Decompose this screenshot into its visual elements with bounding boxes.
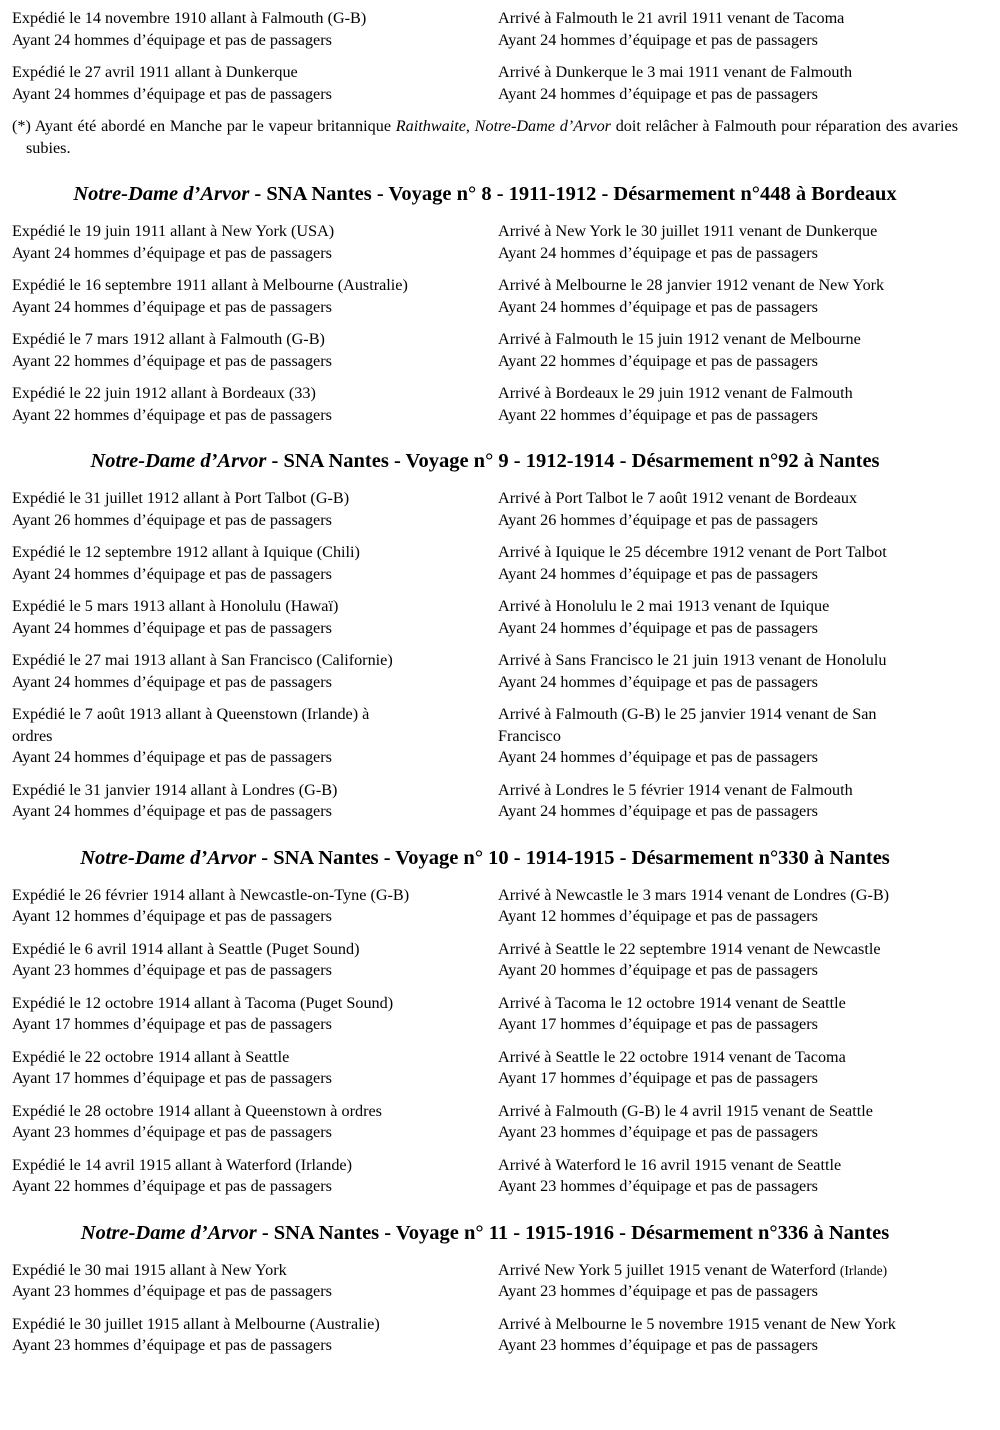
departure-record — [12, 1260, 482, 1303]
voyage-entry — [12, 488, 958, 531]
arrival-text: Arrivé à Bordeaux le 29 juin 1912 venant de Falmouth — [498, 384, 853, 402]
voyage-entry — [12, 62, 958, 105]
crew-text: Ayant 24 hommes d’équipage et pas de passagers — [498, 30, 818, 49]
arrival-record — [498, 542, 958, 585]
voyage-entry — [12, 1047, 958, 1090]
crew-text: Ayant 24 hommes d’équipage et pas de passagers — [12, 618, 332, 637]
crew-text: Ayant 23 hommes d’équipage et pas de passagers — [498, 1177, 818, 1195]
footnote-suffix: doit relâcher à Falmouth pour réparation des avaries subies. — [26, 117, 958, 157]
voyage-entry — [12, 596, 958, 639]
arrival-text: Arrivé à Melbourne le 5 novembre 1915 venant de New York — [498, 1314, 896, 1333]
arrival-text: Arrivé à Iquique le 25 décembre 1912 venant de Port Talbot — [498, 543, 887, 561]
arrival-record — [498, 221, 958, 264]
arrival-record — [498, 885, 958, 928]
arrival-record — [498, 1155, 958, 1198]
voyage-heading — [12, 845, 958, 871]
arrival-record — [498, 383, 958, 426]
departure-text: Expédié le 31 juillet 1912 allant à Port Talbot (G-B) — [12, 489, 350, 507]
departure-record — [12, 383, 482, 426]
arrival-text: Arrivé à Melbourne le 28 janvier 1912 venant de New York — [498, 276, 885, 294]
crew-text: Ayant 23 hommes d’équipage et pas de passagers — [12, 1123, 332, 1141]
departure-text: Expédié le 12 octobre 1914 allant à Tacoma (Puget Sound) — [12, 993, 394, 1012]
arrival-country: (Irlande) — [839, 1262, 888, 1278]
departure-record — [12, 650, 482, 693]
ship-name: Notre-Dame d’Arvor — [80, 1221, 257, 1244]
arrival-text: Arrivé à New York le 30 juillet 1911 venant de Dunkerque — [498, 222, 878, 240]
voyage-entry — [12, 885, 958, 928]
departure-record — [12, 885, 482, 928]
voyage-entry — [12, 1260, 958, 1303]
arrival-record — [498, 329, 958, 372]
departure-record — [12, 704, 482, 769]
voyage-entry — [12, 993, 958, 1036]
departure-record — [12, 542, 482, 585]
arrival-record — [498, 1314, 958, 1357]
arrival-text: Arrivé à Honolulu le 2 mai 1913 venant de Iquique — [498, 597, 830, 615]
voyage-title: - SNA Nantes - Voyage n° 9 - 1912-1914 - Désarmement n°92 à Nantes — [266, 450, 880, 472]
crew-text: Ayant 24 hommes d’équipage et pas de passagers — [498, 618, 818, 637]
crew-text: Ayant 22 hommes d’équipage et pas de passagers — [498, 405, 818, 424]
crew-text: Ayant 23 hommes d’équipage et pas de passagers — [12, 1336, 332, 1354]
crew-text: Ayant 22 hommes d’équipage et pas de passagers — [12, 405, 332, 424]
arrival-text-continued: Francisco — [498, 726, 561, 745]
departure-record — [12, 62, 482, 105]
departure-text: Expédié le 30 mai 1915 allant à New York — [12, 1260, 287, 1279]
voyage-entry — [12, 939, 958, 982]
departure-text: Expédié le 27 mai 1913 allant à San Francisco (Californie) — [12, 651, 393, 669]
intro-section — [12, 8, 958, 159]
crew-text: Ayant 24 hommes d’équipage et pas de passagers — [12, 30, 332, 49]
departure-text: Expédié le 16 septembre 1911 allant à Melbourne (Australie) — [12, 276, 408, 294]
footnote — [12, 116, 958, 159]
crew-text: Ayant 24 hommes d’équipage et pas de passagers — [12, 564, 332, 583]
voyage-entry — [12, 275, 958, 318]
departure-record — [12, 993, 482, 1036]
voyage-entry — [12, 1155, 958, 1198]
departure-text: Expédié le 12 septembre 1912 allant à Iquique (Chili) — [12, 543, 360, 561]
arrival-text: Arrivé à Port Talbot le 7 août 1912 venant de Bordeaux — [498, 489, 858, 507]
arrival-text: Arrivé à Falmouth le 21 avril 1911 venant de Tacoma — [498, 9, 845, 27]
voyage-heading — [12, 181, 958, 207]
arrival-text: Arrivé à Sans Francisco le 21 juin 1913 venant de Honolulu — [498, 651, 887, 669]
crew-text: Ayant 12 hommes d’équipage et pas de passagers — [498, 907, 818, 925]
departure-record — [12, 275, 482, 318]
voyage-title: - SNA Nantes - Voyage n° 11 - 1915-1916 - Désarmement n°336 à Nantes — [256, 1221, 890, 1244]
departure-text: Expédié le 6 avril 1914 allant à Seattle (Puget Sound) — [12, 939, 360, 958]
crew-text: Ayant 24 hommes d’équipage et pas de passagers — [498, 564, 818, 583]
arrival-record — [498, 596, 958, 639]
departure-text: Expédié le 31 janvier 1914 allant à Londres (G-B) — [12, 780, 338, 799]
arrival-record — [498, 1260, 958, 1303]
crew-text: Ayant 26 hommes d’équipage et pas de passagers — [12, 510, 332, 529]
arrival-text: Arrivé à Newcastle le 3 mars 1914 venant de Londres (G-B) — [498, 885, 890, 904]
crew-text: Ayant 23 hommes d’équipage et pas de passagers — [12, 1282, 332, 1300]
ship-name: Notre-Dame d’Arvor — [73, 183, 250, 205]
crew-text: Ayant 24 hommes d’équipage et pas de passagers — [12, 748, 332, 766]
departure-text: Expédié le 26 février 1914 allant à Newcastle-on-Tyne (G-B) — [12, 885, 410, 904]
voyage-entry — [12, 329, 958, 372]
departure-text: Expédié le 14 novembre 1910 allant à Falmouth (G-B) — [12, 9, 367, 27]
crew-text: Ayant 24 hommes d’équipage et pas de passagers — [12, 84, 332, 103]
crew-text: Ayant 17 hommes d’équipage et pas de passagers — [12, 1015, 332, 1033]
arrival-record — [498, 275, 958, 318]
arrival-record — [498, 704, 958, 769]
voyage-title: - SNA Nantes - Voyage n° 10 - 1914-1915 - Désarmement n°330 à Nantes — [256, 846, 890, 869]
departure-record — [12, 221, 482, 264]
arrival-record — [498, 62, 958, 105]
arrival-record — [498, 8, 958, 51]
arrival-text: Arrivé New York 5 juillet 1915 venant de Waterford — [498, 1260, 840, 1279]
arrival-text: Arrivé à Seattle le 22 septembre 1914 venant de Newcastle — [498, 939, 881, 958]
footnote-vessel: Raithwaite — [395, 117, 466, 135]
departure-record — [12, 1314, 482, 1357]
crew-text: Ayant 24 hommes d’équipage et pas de passagers — [498, 84, 818, 103]
arrival-text: Arrivé à Dunkerque le 3 mai 1911 venant de Falmouth — [498, 63, 853, 81]
crew-text: Ayant 26 hommes d’équipage et pas de passagers — [498, 510, 818, 529]
voyage-entry — [12, 383, 958, 426]
crew-text: Ayant 23 hommes d’équipage et pas de passagers — [498, 1282, 818, 1300]
crew-text: Ayant 22 hommes d’équipage et pas de passagers — [12, 1177, 332, 1195]
departure-record — [12, 596, 482, 639]
voyage-section — [12, 845, 958, 1198]
ship-name: Notre-Dame d’Arvor — [80, 846, 257, 869]
crew-text: Ayant 24 hommes d’équipage et pas de passagers — [498, 802, 818, 820]
voyage-entry — [12, 1314, 958, 1357]
departure-text: Expédié le 7 août 1913 allant à Queenstown (Irlande) à — [12, 705, 370, 723]
voyage-entry — [12, 1101, 958, 1144]
footnote-ship: Notre-Dame d’Arvor — [474, 117, 611, 135]
crew-text: Ayant 23 hommes d’équipage et pas de passagers — [498, 1336, 818, 1354]
crew-text: Ayant 24 hommes d’équipage et pas de passagers — [498, 672, 818, 691]
voyage-entry — [12, 780, 958, 823]
departure-record — [12, 329, 482, 372]
crew-text: Ayant 24 hommes d’équipage et pas de passagers — [12, 297, 332, 316]
arrival-text: Arrivé à Waterford le 16 avril 1915 venant de Seattle — [498, 1155, 842, 1174]
voyage-heading — [12, 448, 958, 474]
arrival-line — [498, 1260, 958, 1282]
arrival-record — [498, 650, 958, 693]
voyage-entry — [12, 650, 958, 693]
departure-text: Expédié le 22 octobre 1914 allant à Seattle — [12, 1047, 290, 1066]
crew-text: Ayant 12 hommes d’équipage et pas de passagers — [12, 907, 332, 925]
voyage-heading — [12, 1220, 958, 1246]
crew-text: Ayant 22 hommes d’équipage et pas de passagers — [498, 351, 818, 370]
arrival-record — [498, 993, 958, 1036]
document-page — [12, 8, 958, 1368]
crew-text: Ayant 23 hommes d’équipage et pas de passagers — [498, 1123, 818, 1141]
crew-text: Ayant 17 hommes d’équipage et pas de passagers — [498, 1069, 818, 1087]
departure-text-continued: ordres — [12, 726, 53, 745]
crew-text: Ayant 24 hommes d’équipage et pas de passagers — [12, 243, 332, 262]
arrival-text: Arrivé à Falmouth le 15 juin 1912 venant de Melbourne — [498, 330, 861, 348]
departure-text: Expédié le 5 mars 1913 allant à Honolulu (Hawaï) — [12, 597, 339, 615]
voyage-section — [12, 448, 958, 823]
crew-text: Ayant 24 hommes d’équipage et pas de passagers — [12, 802, 332, 820]
voyage-entry — [12, 8, 958, 51]
voyage-section — [12, 181, 958, 426]
voyage-entry — [12, 221, 958, 264]
footnote-comma: , — [465, 117, 475, 135]
crew-text: Ayant 23 hommes d’équipage et pas de passagers — [12, 961, 332, 979]
crew-text: Ayant 20 hommes d’équipage et pas de passagers — [498, 961, 818, 979]
crew-text: Ayant 17 hommes d’équipage et pas de passagers — [498, 1015, 818, 1033]
departure-text: Expédié le 28 octobre 1914 allant à Queenstown à ordres — [12, 1101, 382, 1120]
arrival-text: Arrivé à Falmouth (G-B) le 25 janvier 1914 venant de San — [498, 705, 877, 723]
arrival-record — [498, 939, 958, 982]
voyage-entry — [12, 704, 958, 769]
arrival-text: Arrivé à Seattle le 22 octobre 1914 venant de Tacoma — [498, 1047, 846, 1066]
departure-text: Expédié le 14 avril 1915 allant à Waterford (Irlande) — [12, 1155, 352, 1174]
arrival-record — [498, 1101, 958, 1144]
departure-text: Expédié le 19 juin 1911 allant à New York (USA) — [12, 222, 335, 240]
arrival-text: Arrivé à Tacoma le 12 octobre 1914 venant de Seattle — [498, 993, 846, 1012]
departure-record — [12, 780, 482, 823]
departure-text: Expédié le 7 mars 1912 allant à Falmouth (G-B) — [12, 330, 325, 348]
arrival-record — [498, 780, 958, 823]
arrival-record — [498, 1047, 958, 1090]
voyage-entry — [12, 542, 958, 585]
departure-text: Expédié le 30 juillet 1915 allant à Melbourne (Australie) — [12, 1314, 380, 1333]
arrival-record — [498, 488, 958, 531]
crew-text: Ayant 24 hommes d’équipage et pas de passagers — [498, 297, 818, 316]
crew-text: Ayant 24 hommes d’équipage et pas de passagers — [498, 243, 818, 262]
arrival-text: Arrivé à Londres le 5 février 1914 venant de Falmouth — [498, 780, 853, 799]
departure-record — [12, 1047, 482, 1090]
voyage-section — [12, 1220, 958, 1357]
crew-text: Ayant 22 hommes d’équipage et pas de passagers — [12, 351, 332, 370]
arrival-text: Arrivé à Falmouth (G-B) le 4 avril 1915 venant de Seattle — [498, 1101, 873, 1120]
departure-text: Expédié le 22 juin 1912 allant à Bordeaux (33) — [12, 384, 316, 402]
departure-record — [12, 8, 482, 51]
departure-text: Expédié le 27 avril 1911 allant à Dunkerque — [12, 63, 298, 81]
crew-text: Ayant 24 hommes d’équipage et pas de passagers — [12, 672, 332, 691]
departure-record — [12, 488, 482, 531]
crew-text: Ayant 24 hommes d’équipage et pas de passagers — [498, 748, 818, 766]
departure-record — [12, 1155, 482, 1198]
footnote-prefix: (*) Ayant été abordé en Manche par le vapeur britannique — [12, 117, 396, 135]
departure-record — [12, 1101, 482, 1144]
voyage-title: - SNA Nantes - Voyage n° 8 - 1911-1912 - Désarmement n°448 à Bordeaux — [249, 183, 897, 205]
ship-name: Notre-Dame d’Arvor — [90, 450, 267, 472]
crew-text: Ayant 17 hommes d’équipage et pas de passagers — [12, 1069, 332, 1087]
departure-record — [12, 939, 482, 982]
